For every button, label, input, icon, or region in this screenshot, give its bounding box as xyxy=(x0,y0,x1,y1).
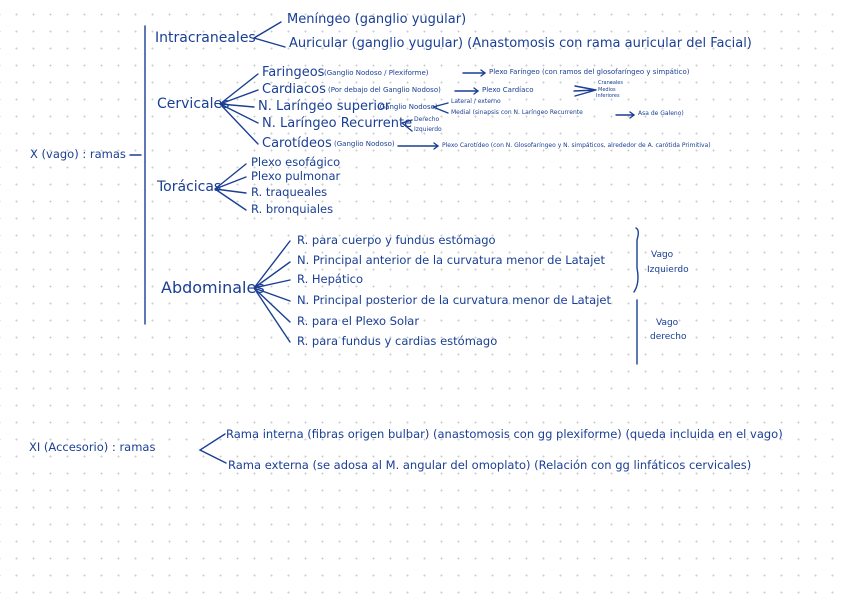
carotideos-label: Carotídeos xyxy=(262,136,332,151)
meningeo-branch: Meníngeo (ganglio yugular) xyxy=(287,12,467,27)
ramos-traqueales: R. traqueales xyxy=(251,185,328,199)
vago-izquierdo-2: Izquierdo xyxy=(647,265,689,275)
plexo-cardiaco: Plexo Cardíaco xyxy=(482,86,534,94)
laringeo-recurrente-label: N. Laríngeo Recurrente xyxy=(262,116,413,131)
plexo-esofagico: Plexo esofágico xyxy=(251,155,341,169)
carotideos-note: (Ganglio Nodoso) xyxy=(334,140,395,148)
cardiaco-craneales: Craneales xyxy=(598,80,623,86)
recurrente-derecho: Derecho xyxy=(414,116,440,123)
recurrente-izquierdo: Izquierdo xyxy=(414,126,442,133)
abdominal-branch-6: R. para fundus y cardias estómago xyxy=(297,334,498,348)
abdominal-branch-3: R. Hepático xyxy=(297,272,364,286)
vago-derecho-2: derecho xyxy=(650,332,687,342)
cardiaco-medios: Medios xyxy=(598,87,616,93)
laringeo-superior-note: (Ganglio Nodoso) xyxy=(377,103,438,111)
accesorio-root-label: XI (Accesorio) : ramas xyxy=(29,440,156,454)
laringeo-superior-label: N. Laríngeo superior xyxy=(258,99,391,114)
plexo-pulmonar: Plexo pulmonar xyxy=(251,169,341,183)
abdominal-branch-2: N. Principal anterior de la curvatura menor de Latajet xyxy=(297,253,605,267)
ramos-bronquiales: R. bronquiales xyxy=(251,202,334,216)
abdominal-branch-4: N. Principal posterior de la curvatura menor de Latajet xyxy=(297,293,611,307)
abdominal-branch-5: R. para el Plexo Solar xyxy=(297,314,420,328)
auricular-branch: Auricular (ganglio yugular) (Anastomosis con rama auricular del Facial) xyxy=(289,36,752,51)
cardiacos-label: Cardiacos xyxy=(262,82,326,97)
plexo-carotideo: Plexo Carotídeo (con N. Glosofaríngeo y N. simpáticos, alrededor de A. carótida Primitiva) xyxy=(442,142,711,149)
abdominales-label: Abdominales xyxy=(161,278,265,297)
faringeos-label: Faringeos xyxy=(262,65,325,80)
cervicales-label: Cervicales xyxy=(157,96,230,112)
vago-derecho-1: Vago xyxy=(656,318,679,328)
cardiacos-note: (Por debajo del Ganglio Nodoso) xyxy=(328,86,441,94)
laringeo-medial: Medial (sinapsis con N. Laríngeo Recurrente xyxy=(451,109,583,116)
vago-izquierdo-1: Vago xyxy=(651,250,674,260)
asa-de-galeno: Asa de Galeno) xyxy=(638,110,684,117)
faringeos-note: (Ganglio Nodoso / Plexiforme) xyxy=(324,69,429,77)
vago-root-label: X (vago) : ramas xyxy=(30,147,126,161)
cardiaco-inferiores: Inferiores xyxy=(596,93,620,99)
plexo-faringeo: Plexo Faríngeo (con ramos del glosofaríngeo y simpático) xyxy=(489,68,690,76)
laringeo-lateral: Lateral / externo xyxy=(451,98,501,105)
rama-interna: Rama interna (fibras origen bulbar) (anastomosis con gg plexiforme) (queda incluida en el vago) xyxy=(226,427,783,441)
abdominal-branch-1: R. para cuerpo y fundus estómago xyxy=(297,233,496,247)
toracicas-label: Torácicas xyxy=(157,179,222,195)
rama-externa: Rama externa (se adosa al M. angular del omoplato) (Relación con gg linfáticos cervicales) xyxy=(228,458,752,472)
intracraneales-label: Intracraneales xyxy=(155,30,256,46)
